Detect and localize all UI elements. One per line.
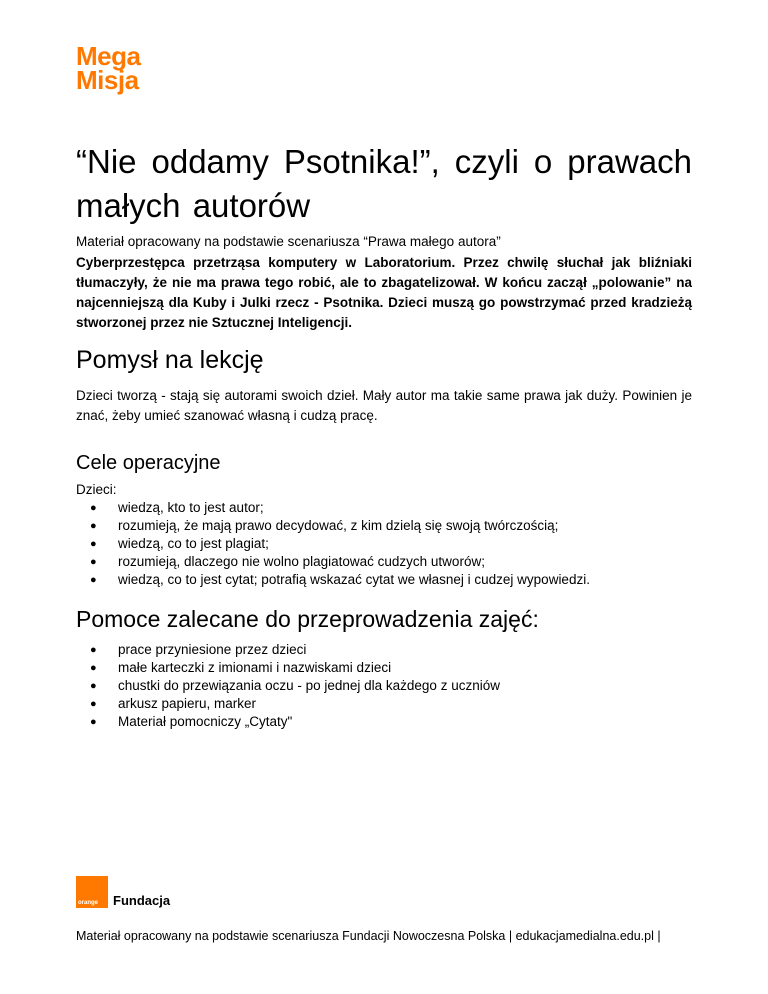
bullet-icon: ● (90, 556, 97, 568)
aids-list (76, 641, 500, 731)
list-item: ● rozumieją, dlaczego nie wolno plagiatować cudzych utworów; (90, 554, 485, 569)
document-subtitle: Materiał opracowany na podstawie scenariusza “Prawa małego autora” (76, 234, 501, 249)
list-item: ● chustki do przewiązania oczu - po jednej dla każdego z uczniów (90, 678, 500, 693)
orange-brand-text: orange (78, 900, 99, 906)
bullet-icon: ● (90, 520, 97, 532)
footer-text: Materiał opracowany na podstawie scenariusza Fundacji Nowoczesna Polska | edukacjamedialna.edu.pl | (76, 929, 661, 943)
orange-logo-icon (76, 876, 108, 908)
section-heading-goals: Cele operacyjne (76, 452, 221, 474)
logo-line-2: Misja (76, 65, 139, 95)
list-item: ● wiedzą, co to jest cytat; potrafią wskazać cytat we własnej i cudzej wypowiedzi. (90, 572, 590, 587)
list-item: ● arkusz papieru, marker (90, 696, 257, 711)
section-heading-idea: Pomysł na lekcję (76, 346, 264, 374)
list-item: ● wiedzą, co to jest plagiat; (90, 536, 269, 551)
bullet-icon: ● (90, 662, 97, 674)
list-item: ● rozumieją, że mają prawo decydować, z kim dzielą się swoją twórczością; (90, 518, 559, 533)
list-item: ● małe karteczki z imionami i nazwiskami dzieci (90, 660, 392, 675)
mega-misja-logo (76, 41, 141, 95)
logo-line-1: Mega (76, 41, 141, 71)
bullet-icon: ● (90, 502, 97, 514)
bullet-icon: ● (90, 716, 97, 728)
intro-paragraph: Cyberprzestępca przetrząsa komputery w Laboratorium. Przez chwilę słuchał jak bliźniaki tłumaczyły, że nie ma prawa tego robić, ale to zbagatelizował. W końcu zaczął „polowanie” na najcenniejszą dla Kuby i Julki rzecz - Psotnika. Dzieci muszą go powstrzymać przed kradzieżą stworzonej przez nie Sztucznej Inteligencji. (76, 255, 692, 330)
goals-list (76, 499, 590, 589)
bullet-icon: ● (90, 698, 97, 710)
document-title: “Nie oddamy Psotnika!”, czyli o prawach małych autorów (76, 143, 692, 224)
list-item: ● wiedzą, kto to jest autor; (90, 500, 264, 515)
bullet-icon: ● (90, 538, 97, 550)
fundacja-label: Fundacja (113, 893, 171, 908)
idea-paragraph: Dzieci tworzą - stają się autorami swoich dzieł. Mały autor ma takie same prawa jak duży. Powinien je znać, żeby umieć szanować własną i cudzą pracę. (76, 388, 692, 423)
list-item: ● prace przyniesione przez dzieci (90, 642, 307, 657)
bullet-icon: ● (90, 680, 97, 692)
list-item: ● Materiał pomocniczy „Cytaty" (90, 714, 293, 729)
section-heading-aids: Pomoce zalecane do przeprowadzenia zajęć: (76, 606, 539, 632)
bullet-icon: ● (90, 644, 97, 656)
fundacja-logo (76, 876, 170, 908)
bullet-icon: ● (90, 574, 97, 586)
goals-lead: Dzieci: (76, 482, 117, 497)
